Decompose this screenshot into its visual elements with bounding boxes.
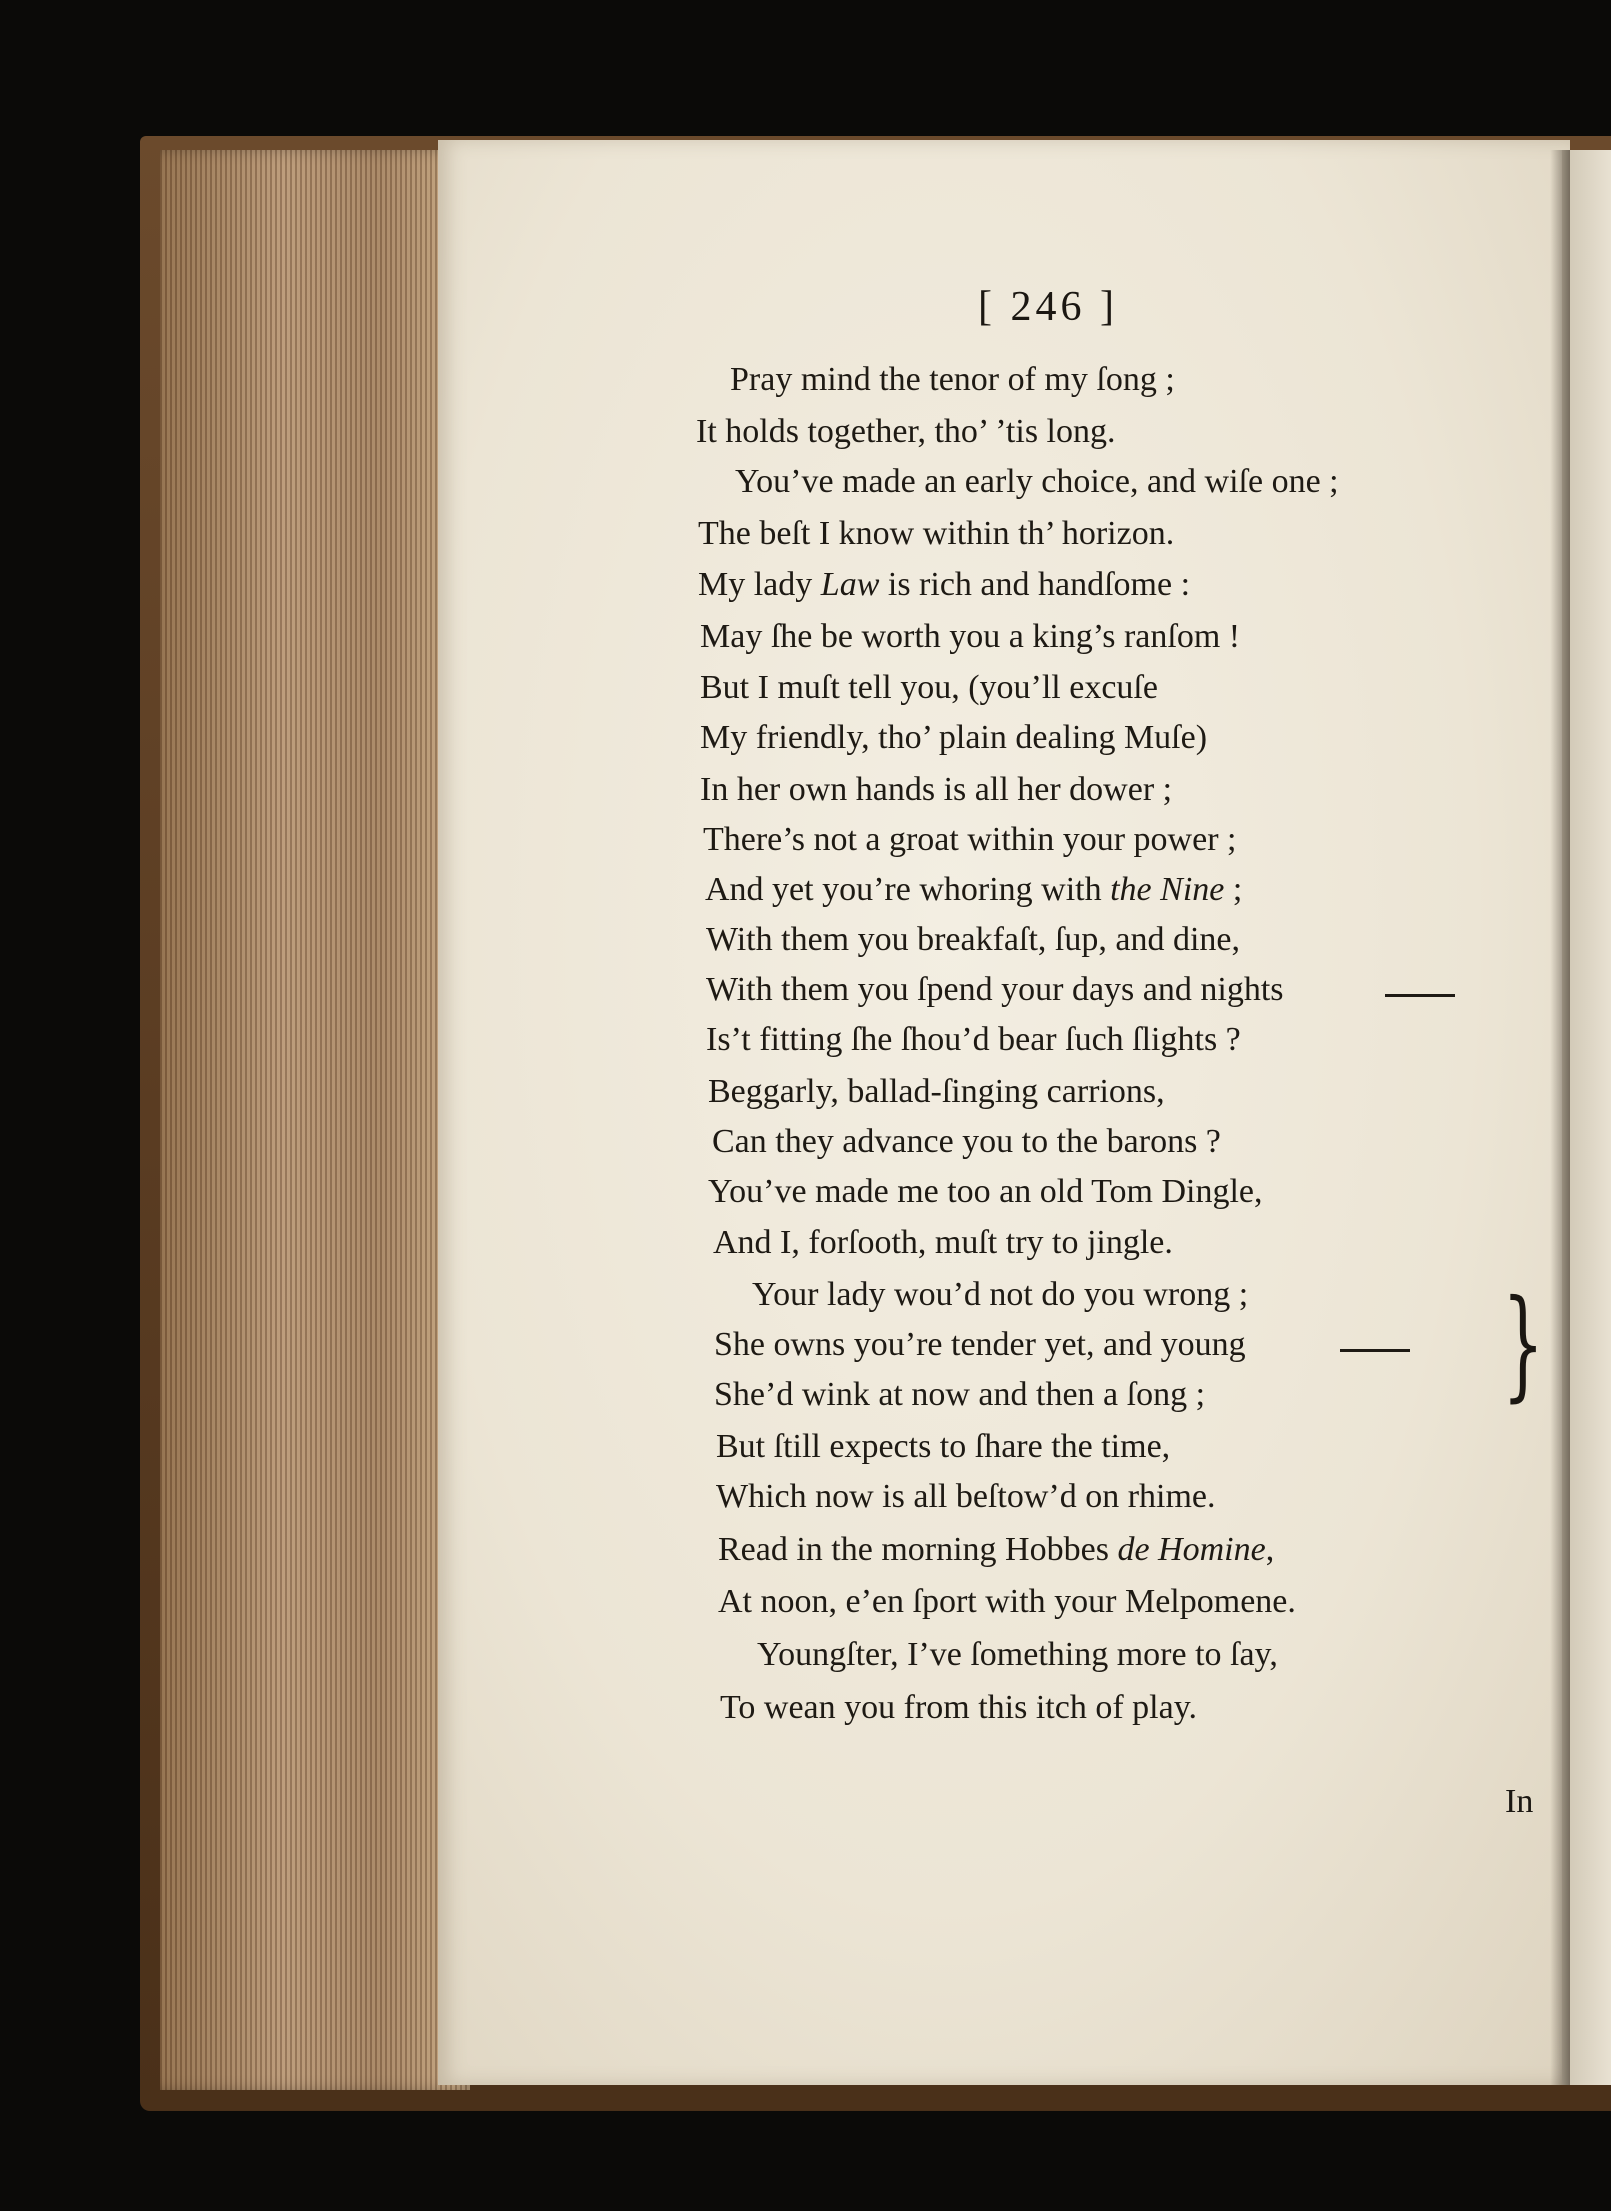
page-block-edge <box>160 150 470 2090</box>
verse-line: My friendly, tho’ plain dealing Muſe) <box>700 719 1208 756</box>
verse-line: But ſtill expects to ſhare the time, <box>716 1428 1171 1465</box>
verse-line: Pray mind the tenor of my ſong ; <box>730 361 1175 398</box>
verse-line: To wean you from this itch of play. <box>720 1689 1197 1726</box>
verse-line: It holds together, tho’ ’tis long. <box>696 413 1116 450</box>
gutter-shadow <box>1550 150 1570 2085</box>
verse-line: Youngſter, I’ve ſomething more to ſay, <box>757 1636 1278 1673</box>
verse-line: My lady Law is rich and handſome : <box>698 566 1191 603</box>
verse-line: She’d wink at now and then a ſong ; <box>714 1376 1206 1413</box>
triplet-brace: } <box>1502 1275 1545 1414</box>
verse-line: You’ve made an early choice, and wiſe one ; <box>735 463 1339 500</box>
em-dash-rule <box>1385 994 1455 997</box>
verse-line: May ſhe be worth you a king’s ranſom ! <box>700 618 1241 655</box>
verse-line: Beggarly, ballad-ſinging carrions, <box>708 1073 1165 1110</box>
verse-line: In her own hands is all her dower ; <box>700 771 1173 808</box>
verse-line: You’ve made me too an old Tom Dingle, <box>708 1173 1263 1210</box>
verse-line: Which now is all beſtow’d on rhime. <box>716 1478 1216 1515</box>
verse-line: Can they advance you to the barons ? <box>712 1123 1221 1160</box>
em-dash-rule <box>1340 1349 1410 1352</box>
verse-line: She owns you’re tender yet, and young <box>714 1326 1246 1363</box>
catchword: In <box>1505 1783 1534 1820</box>
verse-line: But I muſt tell you, (you’ll excuſe <box>700 669 1158 706</box>
verse-line: Is’t fitting ſhe ſhou’d bear ſuch ſlights ? <box>706 1021 1241 1058</box>
verse-line: With them you ſpend your days and nights <box>706 971 1284 1008</box>
verse-line: And yet you’re whoring with the Nine ; <box>705 871 1243 908</box>
verse-line: Read in the morning Hobbes de Homine, <box>718 1531 1275 1568</box>
verse-line: Your lady wou’d not do you wrong ; <box>752 1276 1249 1313</box>
page-number: [ 246 ] <box>978 284 1118 330</box>
verse-line: There’s not a groat within your power ; <box>703 821 1237 858</box>
verse-line: At noon, e’en ſport with your Melpomene. <box>718 1583 1296 1620</box>
verse-line: And I, forſooth, muſt try to jingle. <box>713 1224 1173 1261</box>
verse-line: With them you breakfaſt, ſup, and dine, <box>706 921 1240 958</box>
verse-line: The beſt I know within th’ horizon. <box>698 515 1175 552</box>
